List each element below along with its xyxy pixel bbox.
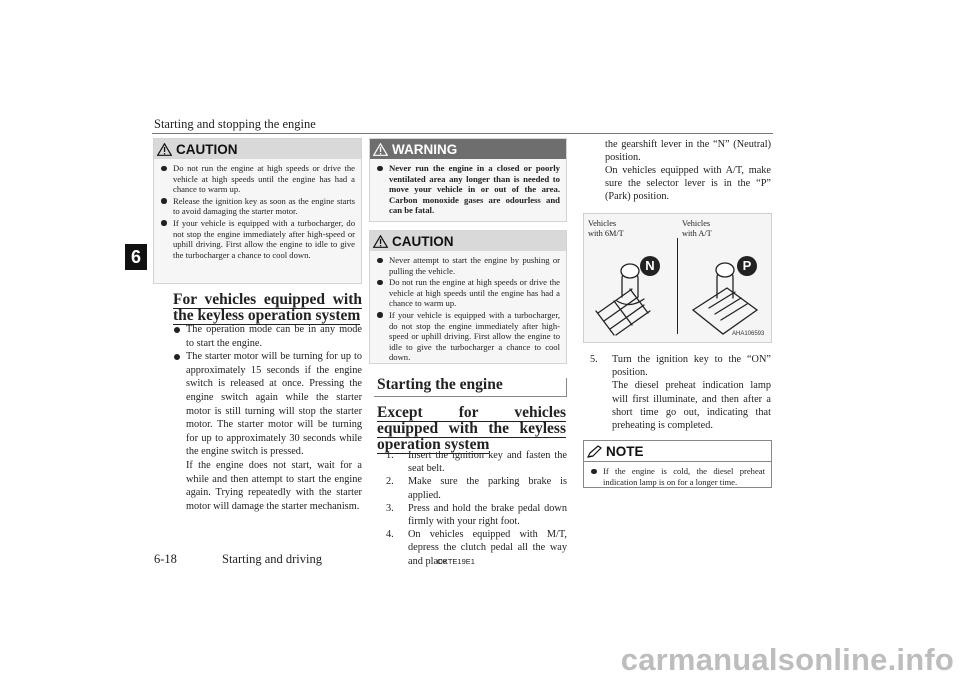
figure-label-mt bbox=[588, 219, 624, 239]
procedure-steps bbox=[386, 449, 567, 568]
caution-item: Never attempt to start the engine by pushing or pulling the vehicle. bbox=[376, 255, 560, 276]
caution-header bbox=[370, 231, 566, 251]
footer-page-number: 6-18 bbox=[154, 552, 177, 566]
procedure-step bbox=[386, 449, 567, 475]
caution-label: CAUTION bbox=[392, 233, 454, 249]
page-header-title: Starting and stopping the engine bbox=[154, 117, 316, 131]
neutral-badge: N bbox=[640, 256, 660, 276]
step-text: Insert the ignition key and fasten the seat belt. bbox=[408, 450, 567, 475]
figure-divider bbox=[677, 238, 678, 334]
figure-label-at bbox=[682, 219, 712, 239]
body-bullet-text: The starter motor will be turning for up to approximately 15 seconds if the engine switch is released at once. Pressing the engine switch again while the starter motor is still turning will stop the starter motor. The starter motor will be turning for up to approximately 30 seconds while the engine switch is pressed. bbox=[186, 351, 362, 458]
gear-lever-figure bbox=[583, 213, 772, 343]
figure-label-at-line2: with A/T bbox=[682, 229, 712, 238]
section-title-rule bbox=[374, 396, 567, 397]
note-list bbox=[584, 462, 771, 494]
caution-item: Release the ignition key as soon as the engine starts to avoid damaging the starter motor. bbox=[160, 196, 355, 217]
note-box bbox=[583, 440, 772, 488]
caution-header bbox=[154, 139, 361, 159]
figure-label-mt-line1: Vehicles bbox=[588, 219, 617, 228]
note-label: NOTE bbox=[606, 443, 644, 459]
step-number: 3. bbox=[386, 502, 394, 514]
warning-list bbox=[370, 159, 566, 223]
step-number: 1. bbox=[386, 450, 394, 461]
caution-list bbox=[154, 159, 361, 267]
footer-section-name: Starting and driving bbox=[222, 552, 322, 566]
warning-label: WARNING bbox=[392, 141, 458, 157]
caution-item: Do not run the engine at high speeds or drive the vehicle at high speeds until the engine has had a chance to warm up. bbox=[376, 277, 560, 309]
warning-triangle-icon bbox=[373, 235, 388, 248]
step-text: On vehicles equipped with M/T, depress the clutch pedal all the way and place bbox=[408, 529, 567, 567]
note-item: If the engine is cold, the diesel preheat indication lamp is on for a longer time. bbox=[590, 466, 765, 487]
procedure-step bbox=[386, 502, 567, 528]
warning-triangle-icon bbox=[373, 143, 388, 156]
step-text-2: The diesel preheat indication lamp will first illuminate, and then after a short time go out, indicating that preheating is completed. bbox=[612, 380, 771, 432]
step4-continuation: the gearshift lever in the “N” (Neutral) position. bbox=[605, 139, 771, 164]
caution-item: Do not run the engine at high speeds or drive the vehicle at high speeds until the engine has had a chance to warm up. bbox=[160, 163, 355, 195]
section-title-starting-engine: Starting the engine bbox=[377, 376, 503, 393]
procedure-step bbox=[590, 353, 771, 432]
manual-gearshift-illustration bbox=[592, 249, 674, 339]
footer-document-code: OKTE19E1 bbox=[437, 557, 475, 566]
warning-header bbox=[370, 139, 566, 159]
body-bullet-text: The operation mode can be in any mode to start the engine. bbox=[186, 324, 362, 349]
section-heading-except-keyless bbox=[377, 405, 566, 453]
step-text: Turn the ignition key to the “ON” position. bbox=[612, 354, 771, 379]
park-badge: P bbox=[737, 256, 757, 276]
step4-at-note: On vehicles equipped with A/T, make sure the selector lever is in the “P” (Park) position. bbox=[605, 165, 771, 203]
figure-label-mt-line2: with 6M/T bbox=[588, 229, 624, 238]
caution-box-2 bbox=[369, 230, 567, 364]
step-text: Press and hold the brake pedal down firmly with your right foot. bbox=[408, 502, 567, 528]
section-title-rule-vertical bbox=[566, 378, 567, 397]
caution-box-1 bbox=[153, 138, 362, 284]
pencil-note-icon bbox=[587, 445, 602, 458]
watermark: carmanualsonline.info bbox=[620, 642, 954, 677]
procedure-step bbox=[386, 475, 567, 501]
body-bullet-text-2: If the engine does not start, wait for a while and then attempt to start the engine again. Trying repeatedly with the starter motor will damage the starter mechanism. bbox=[186, 459, 362, 512]
caution-label: CAUTION bbox=[176, 141, 238, 157]
body-bullet bbox=[173, 323, 362, 350]
note-header bbox=[584, 441, 771, 462]
caution-item: If your vehicle is equipped with a turbocharger, do not stop the engine immediately after high-speed or uphill driving. First allow the engine to idle to give the turbocharger a chance to cool down. bbox=[160, 218, 355, 260]
chapter-tab: 6 bbox=[125, 244, 147, 270]
warning-triangle-icon bbox=[157, 143, 172, 156]
step-number: 2. bbox=[386, 476, 394, 488]
figure-code: AHA106593 bbox=[732, 331, 765, 337]
section-heading-keyless-text: For vehicles equipped with the keyless operation system bbox=[173, 291, 362, 324]
keyless-bullets bbox=[173, 323, 362, 513]
step-number: 4. bbox=[386, 529, 394, 541]
procedure-step bbox=[386, 528, 567, 568]
procedure-step-5 bbox=[590, 353, 771, 432]
step-text: Make sure the parking brake is applied. bbox=[408, 476, 567, 501]
body-bullet bbox=[173, 350, 362, 513]
step-number: 5. bbox=[590, 354, 598, 365]
warning-box bbox=[369, 138, 567, 222]
header-rule bbox=[152, 133, 773, 134]
section-heading-keyless bbox=[173, 292, 362, 324]
caution-item: If your vehicle is equipped with a turbocharger, do not stop the engine immediately after high-speed or uphill driving. First allow the engine to idle to give the turbocharger a chance to cool down. bbox=[376, 310, 560, 363]
caution-list bbox=[370, 251, 566, 370]
warning-item: Never run the engine in a closed or poorly ventilated area any longer than is needed to move your vehicle in or out of the area. Carbon monoxide gases are odourless and can be fatal. bbox=[376, 163, 560, 216]
section-heading-except-keyless-text: Except for vehicles equipped with the keyless operation system bbox=[377, 404, 566, 453]
figure-label-at-line1: Vehicles bbox=[682, 219, 711, 228]
